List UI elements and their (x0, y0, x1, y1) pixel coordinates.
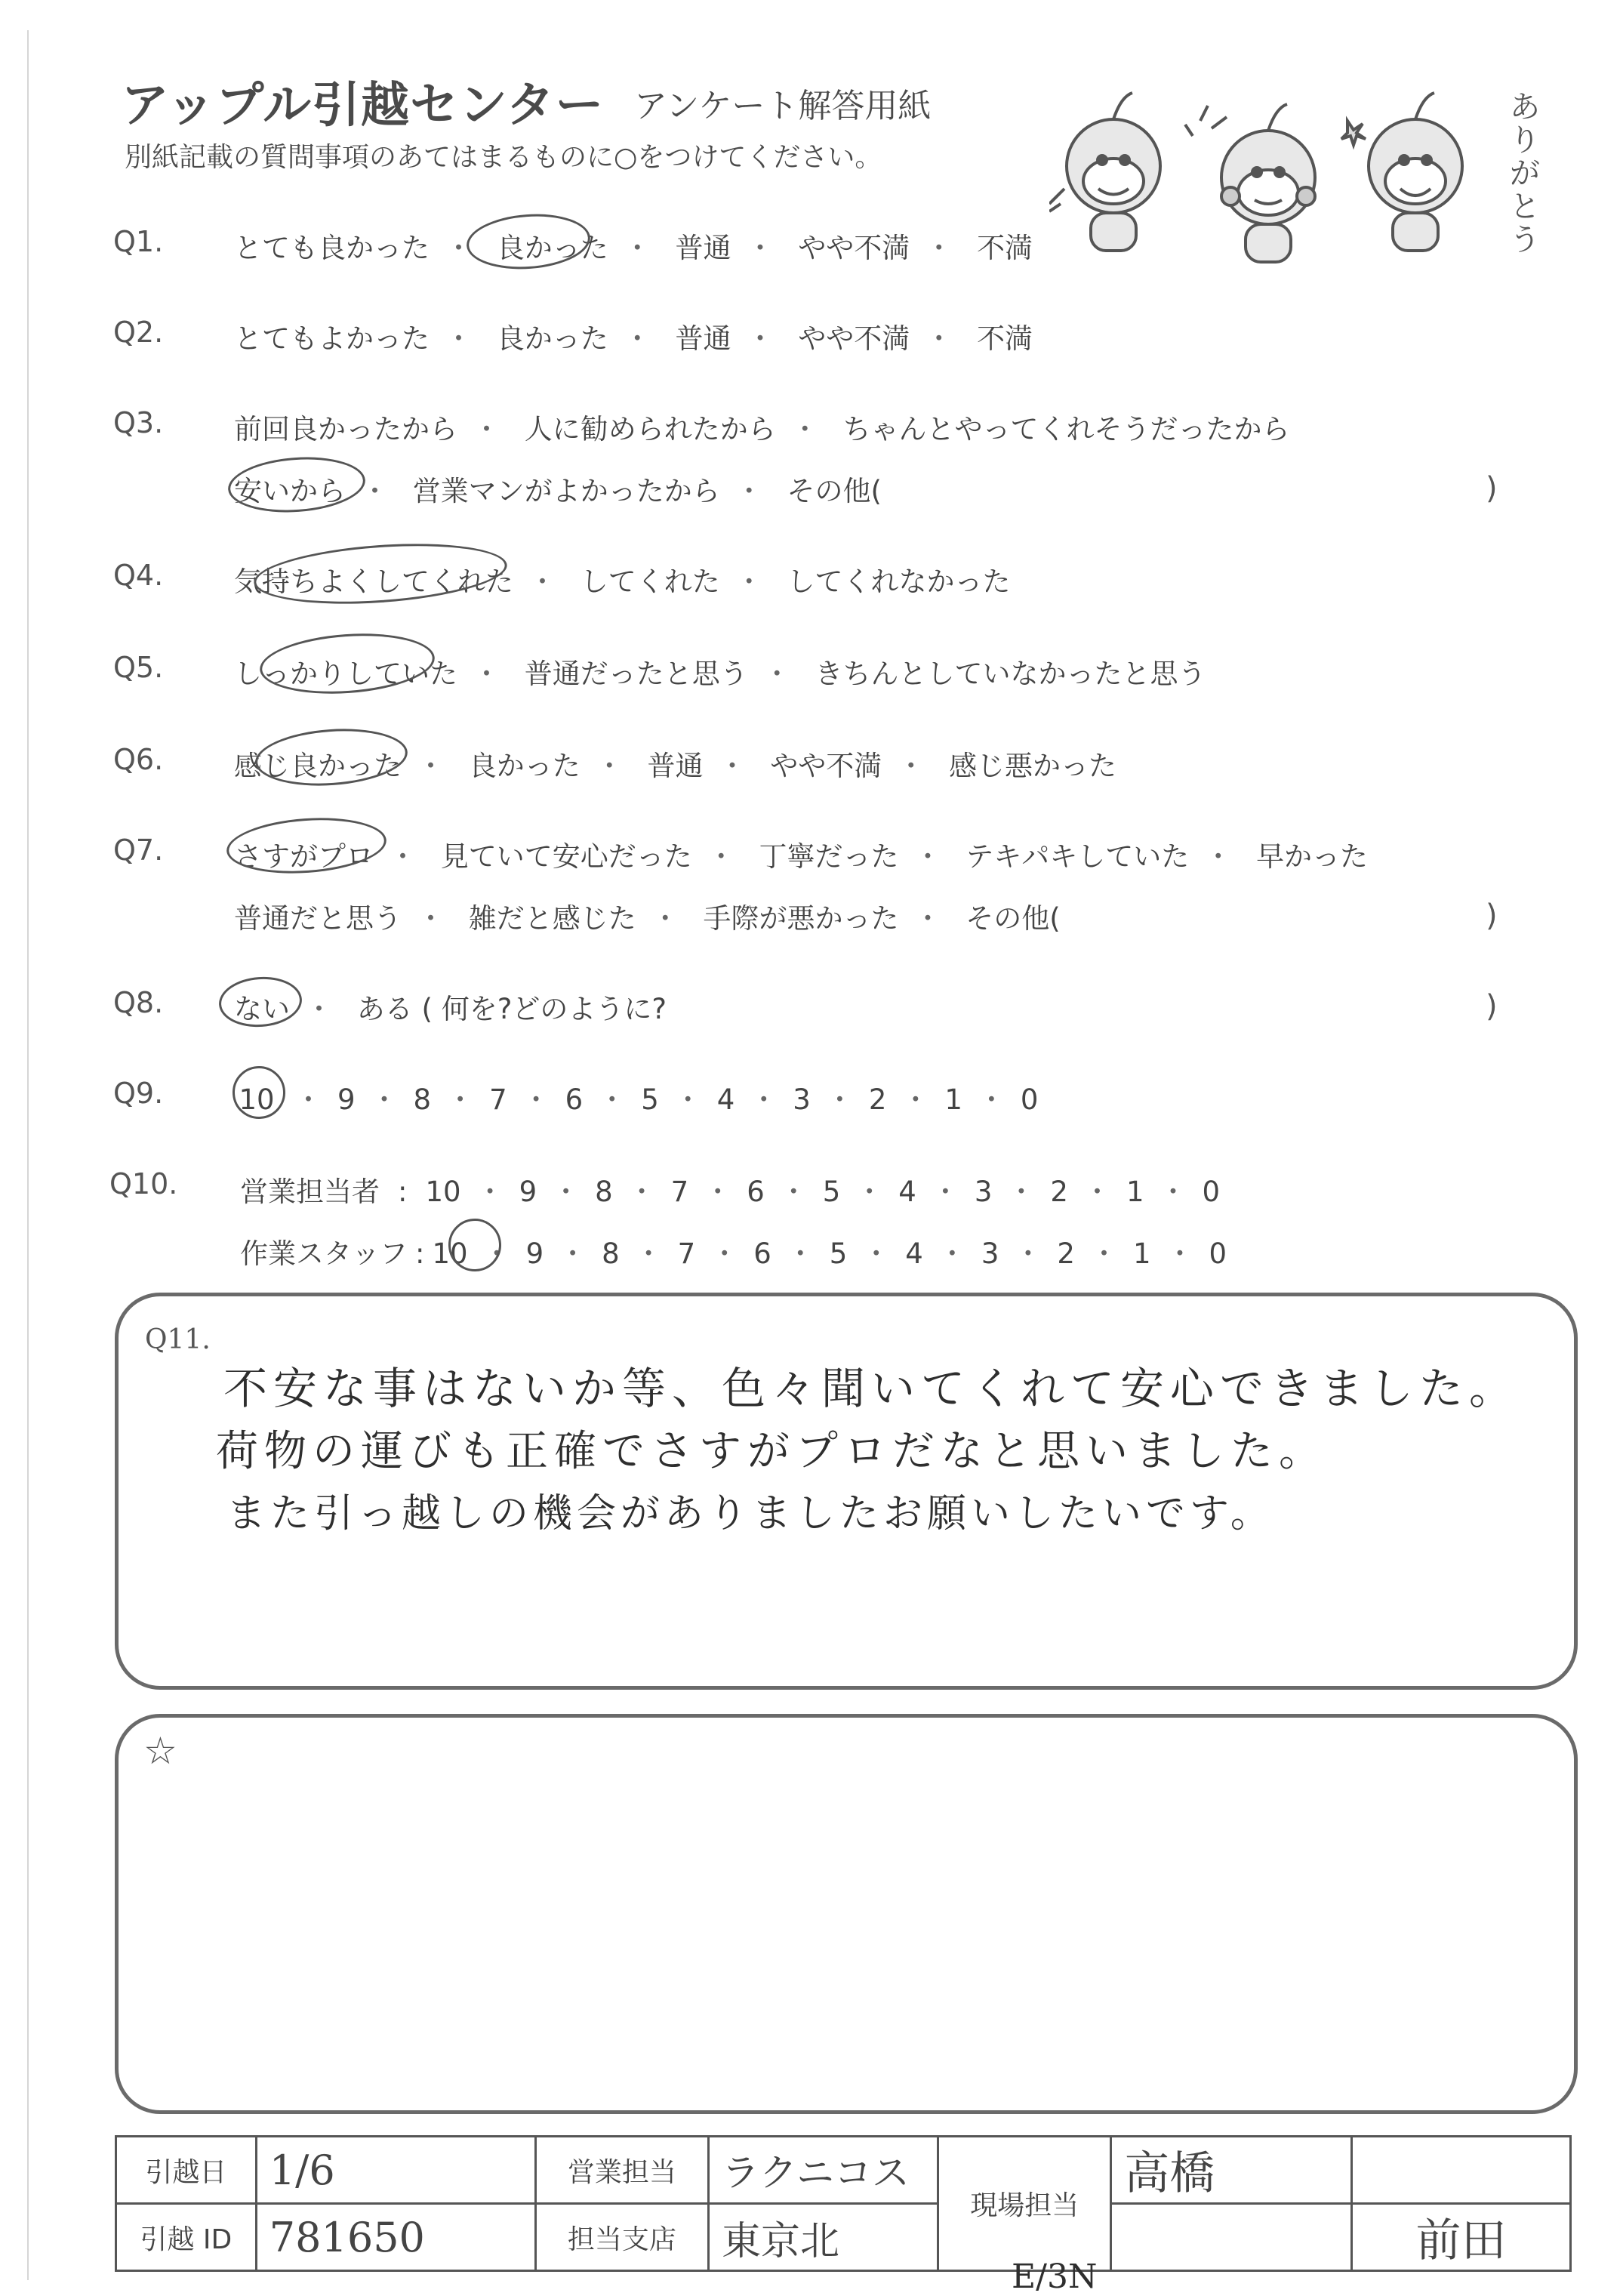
q6-option[interactable]: やや不満 (770, 750, 882, 782)
q9-score[interactable]: 8 (413, 1083, 432, 1116)
q7-options-line2: 普通だと思う ・ 雑だと感じた ・ 手際が悪かった ・ その他( (234, 902, 1061, 935)
q7-options-line1: さすがプロ ・ 見ていて安心だった ・ 丁寧だった ・ テキパキしていた ・ 早かった (234, 840, 1369, 873)
scan-edge-line (27, 30, 29, 2280)
q10-staff-label: 作業スタッフ (240, 1237, 408, 1270)
move-id-value: 781650 (256, 2204, 535, 2271)
q1-option[interactable]: 良かった (496, 232, 608, 264)
q3-close-paren: ) (1486, 471, 1498, 506)
q1-option[interactable]: やや不満 (798, 232, 910, 264)
branch-value: 東京北 (708, 2204, 938, 2271)
q10-sales-score[interactable]: 6 (747, 1176, 765, 1208)
q3-option[interactable]: 安いから (234, 475, 346, 507)
q10-staff-score[interactable]: 9 (525, 1237, 544, 1270)
q9-score[interactable]: 3 (793, 1083, 811, 1116)
sales-label: 営業担当 (535, 2137, 708, 2204)
q10-staff-score[interactable]: 7 (677, 1237, 696, 1270)
q5-option[interactable]: 普通だったと思う (524, 658, 748, 690)
q6-option[interactable]: 良かった (468, 750, 581, 782)
q10-label: Q10. (109, 1167, 178, 1200)
q7-option[interactable]: 雑だと感じた (468, 902, 636, 935)
q4-selection-circle (252, 536, 509, 611)
q10-staff-score[interactable]: 0 (1209, 1237, 1227, 1270)
q1-options: とても良かった ・ 良かった ・ 普通 ・ やや不満 ・ 不満 (234, 232, 1033, 264)
q8-options: ない ・ ある ( 何を?どのように? (234, 993, 667, 1025)
q10-sales-score[interactable]: 4 (898, 1176, 916, 1208)
move-id-label: 引越 ID (116, 2204, 257, 2271)
site-value-2: 前田 (1352, 2204, 1571, 2271)
q8-close-paren: ) (1486, 989, 1498, 1024)
q7-option[interactable]: 手際が悪かった (703, 902, 899, 935)
q5-options: しっかりしていた ・ 普通だったと思う ・ きちんとしていなかったと思う (234, 658, 1206, 690)
q4-option[interactable]: してくれなかった (787, 566, 1011, 598)
q9-scale: 10 ・ 9 ・ 8 ・ 7 ・ 6 ・ 5 ・ 4 ・ 3 ・ 2 ・ 1 ・ 0 (234, 1077, 1038, 1117)
form-subtitle: アンケート解答用紙 (634, 87, 932, 125)
q11-label: Q11. (145, 1324, 211, 1355)
footer-info-table (115, 2135, 1572, 2272)
q7-option[interactable]: 見ていて安心だった (440, 840, 692, 873)
q11-handwritten-line: 不安な事はないか等、色々聞いてくれて安心できました。 (223, 1363, 1520, 1414)
q10-sales-score[interactable]: 7 (670, 1176, 689, 1208)
q9-score[interactable]: 7 (489, 1083, 507, 1116)
q9-score[interactable]: 2 (868, 1083, 887, 1116)
q9-label: Q9. (113, 1077, 164, 1110)
q3-option[interactable]: 営業マンがよかったから (412, 475, 720, 507)
q10-staff-score[interactable]: 5 (829, 1237, 848, 1270)
q1-option[interactable]: とても良かった (234, 232, 430, 264)
site-empty-cell (1111, 2204, 1352, 2271)
q10-staff-score[interactable]: 1 (1132, 1237, 1151, 1270)
q6-label: Q6. (113, 743, 164, 776)
q9-score[interactable]: 4 (716, 1083, 735, 1116)
sales-value: ラクニコス (708, 2137, 938, 2204)
instructions: 別紙記載の質問事項のあてはまるものに○をつけてください。 (125, 142, 882, 173)
q3-option-other[interactable]: その他( (787, 475, 882, 507)
q9-score[interactable]: 5 (641, 1083, 659, 1116)
q9-score[interactable]: 6 (565, 1083, 584, 1116)
q2-options: とてもよかった ・ 良かった ・ 普通 ・ やや不満 ・ 不満 (234, 322, 1033, 355)
q10-staff-score[interactable]: 2 (1057, 1237, 1075, 1270)
q9-score[interactable]: 0 (1020, 1083, 1039, 1116)
branch-label: 担当支店 (535, 2204, 708, 2271)
q10-sales-score[interactable]: 8 (595, 1176, 613, 1208)
below-table-note: E/3N (1012, 2257, 1098, 2296)
q10-staff-score[interactable]: 10 (432, 1237, 468, 1270)
q7-option[interactable]: さすがプロ (234, 840, 374, 873)
q3-option[interactable]: ちゃんとやってくれそうだったから (842, 413, 1290, 445)
q11-handwritten-line: 荷物の運びも正確でさすがプロだなと思いました。 (216, 1427, 1327, 1476)
q10-sales-score[interactable]: 5 (822, 1176, 841, 1208)
site-value-1: 高橋 (1111, 2137, 1352, 2204)
company-title: アップル引越センター (121, 78, 605, 134)
q3-option[interactable]: 人に勧められたから (524, 413, 776, 445)
site-empty-cell (1352, 2137, 1571, 2204)
q4-option[interactable]: してくれた (580, 566, 720, 598)
q8-option[interactable]: ない (234, 993, 290, 1025)
q6-option[interactable]: 感じ良かった (234, 750, 402, 782)
q9-score[interactable]: 10 (239, 1083, 275, 1116)
star-comment-box[interactable] (115, 1714, 1578, 2114)
q3-label: Q3. (113, 406, 164, 439)
q7-option[interactable]: 普通だと思う (234, 902, 402, 935)
q1-option[interactable]: 普通 (675, 232, 731, 264)
q8-label: Q8. (113, 986, 164, 1019)
q2-option[interactable]: 普通 (675, 322, 731, 355)
q2-option[interactable]: やや不満 (798, 322, 910, 355)
move-date-label: 引越日 (116, 2137, 257, 2204)
q1-option[interactable]: 不満 (977, 232, 1033, 264)
q3-options-line1: 前回良かったから ・ 人に勧められたから ・ ちゃんとやってくれそうだったから (234, 413, 1290, 445)
star-icon: ☆ (143, 1729, 177, 1773)
q7-option-other[interactable]: その他( (965, 902, 1061, 935)
q7-option[interactable]: 早かった (1256, 840, 1369, 873)
q1-label: Q1. (113, 225, 164, 258)
q10-staff-score[interactable]: 6 (753, 1237, 771, 1270)
q7-option[interactable]: テキパキしていた (965, 840, 1190, 873)
move-date-value: 1/6 (256, 2137, 535, 2204)
q10-sales-score[interactable]: 10 (425, 1176, 461, 1208)
q4-option[interactable]: 気持ちよくしてくれた (234, 566, 513, 598)
q10-sales-label: 営業担当者 (240, 1176, 380, 1208)
q10-sales-row: 営業担当者 : 10 ・ 9 ・ 8 ・ 7 ・ 6 ・ 5 ・ 4 ・ 3 ・ 2 ・ 1 ・ 0 (240, 1176, 1221, 1208)
q10-sales-score[interactable]: 0 (1202, 1176, 1221, 1208)
q10-sales-score[interactable]: 2 (1050, 1176, 1068, 1208)
q6-option[interactable]: 普通 (647, 750, 704, 782)
q2-label: Q2. (113, 316, 164, 349)
q7-close-paren: ) (1486, 898, 1498, 933)
q11-handwritten-line: また引っ越しの機会がありましたお願いしたいです。 (226, 1491, 1274, 1536)
q4-label: Q4. (113, 559, 164, 592)
site-label: 現場担当 (938, 2137, 1111, 2271)
q10-staff-row: 作業スタッフ : 10 ・ 9 ・ 8 ・ 7 ・ 6 ・ 5 ・ 4 ・ 3 ・ 2 ・ 1 ・ 0 (240, 1237, 1227, 1270)
q7-label: Q7. (113, 834, 164, 867)
q6-option[interactable]: 感じ悪かった (949, 750, 1117, 782)
q8-option[interactable]: ある ( 何を?どのように? (356, 993, 667, 1025)
mascot-illustration (1049, 76, 1517, 272)
q4-options: 気持ちよくしてくれた ・ してくれた ・ してくれなかった (234, 566, 1011, 598)
q10-staff-score[interactable]: 4 (905, 1237, 923, 1270)
q5-option[interactable]: きちんとしていなかったと思う (815, 658, 1206, 690)
q5-label: Q5. (113, 651, 164, 684)
q7-option[interactable]: 丁寧だった (759, 840, 899, 873)
q10-sales-score[interactable]: 9 (519, 1176, 537, 1208)
thanks-text: ありがとう (1510, 90, 1540, 257)
q2-option[interactable]: 良かった (496, 322, 608, 355)
q10-staff-score[interactable]: 3 (981, 1237, 999, 1270)
q3-options-line2: 安いから ・ 営業マンがよかったから ・ その他( (234, 475, 882, 507)
q10-sales-score[interactable]: 3 (974, 1176, 993, 1208)
q10-sales-score[interactable]: 1 (1126, 1176, 1144, 1208)
q2-option[interactable]: 不満 (977, 322, 1033, 355)
q9-score[interactable]: 9 (337, 1083, 356, 1116)
q6-options: 感じ良かった ・ 良かった ・ 普通 ・ やや不満 ・ 感じ悪かった (234, 750, 1117, 782)
q2-option[interactable]: とてもよかった (234, 322, 430, 355)
q3-option[interactable]: 前回良かったから (234, 413, 457, 445)
q10-staff-score[interactable]: 8 (602, 1237, 620, 1270)
q9-score[interactable]: 1 (944, 1083, 962, 1116)
q5-option[interactable]: しっかりしていた (234, 658, 457, 690)
